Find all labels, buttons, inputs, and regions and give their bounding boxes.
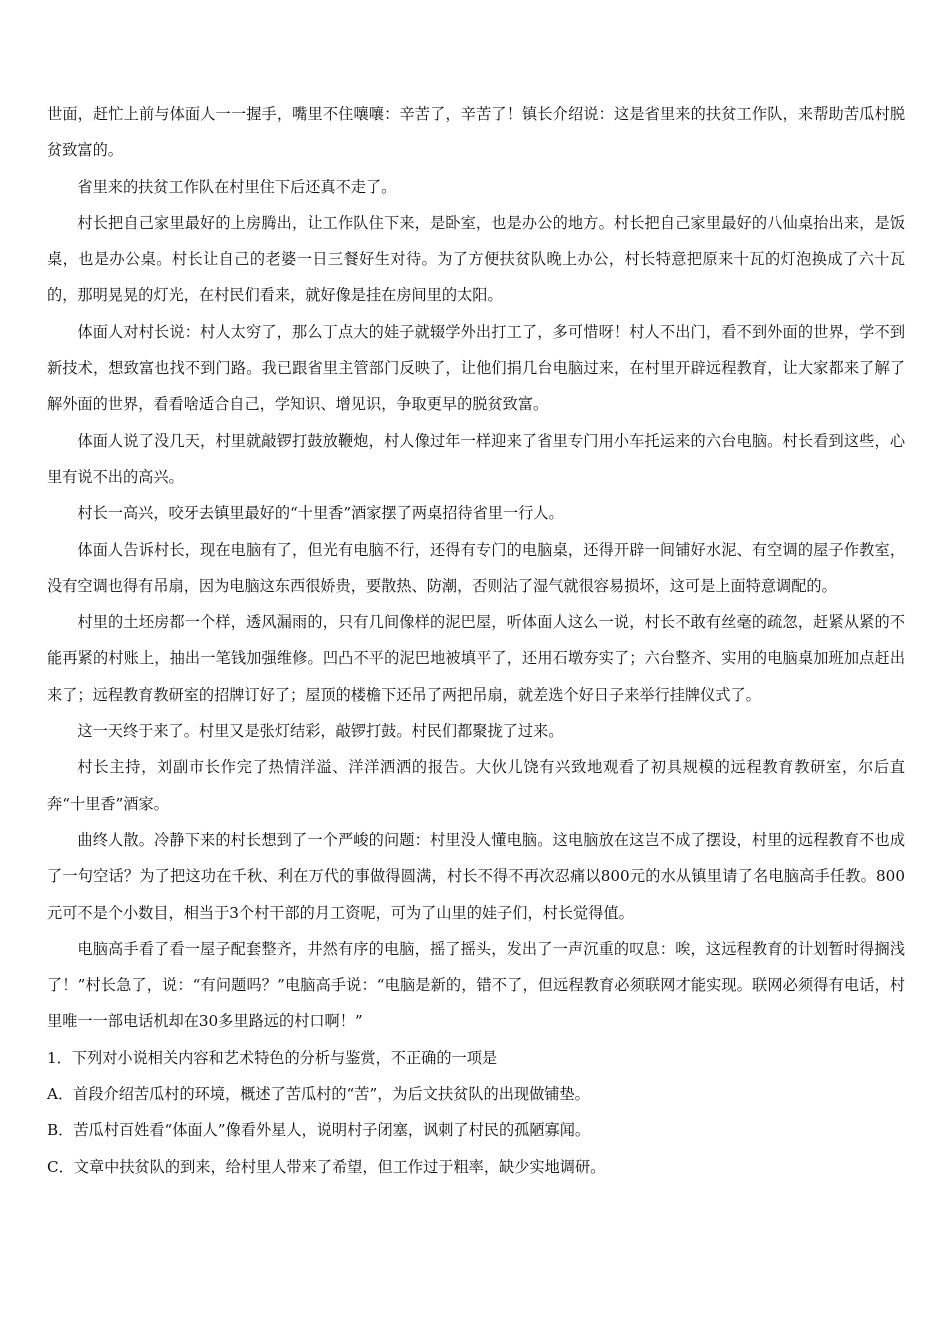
story-paragraph: 体面人对村长说：村人太穷了，那么丁点大的娃子就辍学外出打工了，多可惜呀！村人不出门，看不到外面的世界，学不到新技术，想致富也找不到门路。我已跟省里主管部门反映了，让他们捐几台电脑过来，在村里开辟远程教育，让大家都来了解了解外面的世界，看看啥适合自己，学知识、增见识，争取更早的脱贫致富。 (47, 322, 905, 414)
story-paragraph: 村长把自己家里最好的上房腾出，让工作队住下来，是卧室，也是办公的地方。村长把自己家里最好的八仙桌抬出来，是饭桌，也是办公桌。村长让自己的老婆一日三餐好生对待。为了方便扶贫队晚上办公，村长特意把原来十瓦的灯泡换成了六十瓦的，那明晃晃的灯光，在村民们看来，就好像是挂在房间里的太阳。 (47, 213, 905, 305)
question-option-b: B．苦瓜村百姓看“体面人”像看外星人，说明村子闭塞，讽刺了村民的孤陋寡闻。 (47, 1121, 591, 1140)
question-option-a: A．首段介绍苦瓜村的环境，概述了苦瓜村的“苦”，为后文扶贫队的出现做铺垫。 (47, 1085, 590, 1104)
story-paragraph: 曲终人散。冷静下来的村长想到了一个严峻的问题：村里没人懂电脑。这电脑放在这岂不成了摆设，村里的远程教育不也成了一句空话？为了把这功在千秋、利在万代的事做得圆满，村长不得不再次忍痛以800元的水从镇里请了名电脑高手任教。800元可不是个小数目，相当于3个村干部的月工资呢，可为了山里的娃子们，村长觉得值。 (47, 830, 905, 922)
story-paragraph: 体面人告诉村长，现在电脑有了，但光有电脑不行，还得有专门的电脑桌，还得开辟一间铺好水泥、有空调的屋子作教室，没有空调也得有吊扇，因为电脑这东西很娇贵，要散热、防潮，否则沾了湿气就很容易损坏，这可是上面特意调配的。 (47, 540, 905, 595)
story-paragraph: 电脑高手看了看一屋子配套整齐，井然有序的电脑，摇了摇头，发出了一声沉重的叹息：唉，这远程教育的计划暂时得搁浅了！”村长急了，说：“有问题吗？”电脑高手说：“电脑是新的，错不了，但远程教育必须联网才能实现。联网必须得有电话，村里唯一一部电话机却在30多里路远的村口啊！” (47, 939, 905, 1031)
story-paragraph: 省里来的扶贫工作队在村里住下后还真不走了。 (77, 177, 397, 196)
story-paragraph: 这一天终于来了。村里又是张灯结彩，敲锣打鼓。村民们都聚拢了过来。 (77, 722, 564, 741)
story-paragraph: 体面人说了没几天，村里就敲锣打鼓放鞭炮，村人像过年一样迎来了省里专门用小车托运来的六台电脑。村长看到这些，心里有说不出的高兴。 (47, 431, 905, 486)
question-stem: 1．下列对小说相关内容和艺术特色的分析与鉴赏，不正确的一项是 (47, 1048, 498, 1067)
story-paragraph: 村长主持，刘副市长作完了热情洋溢、洋洋洒洒的报告。大伙儿饶有兴致地观看了初具规模的远程教育教研室，尔后直奔“十里香”酒家。 (47, 758, 905, 813)
story-paragraph: 世面，赶忙上前与体面人一一握手，嘴里不住嚷嚷：辛苦了，辛苦了！镇长介绍说：这是省里来的扶贫工作队，来帮助苦瓜村脱贫致富的。 (47, 105, 905, 160)
story-paragraph: 村长一高兴，咬牙去镇里最好的“十里香”酒家摆了两桌招待省里一行人。 (77, 504, 564, 523)
story-paragraph: 村里的土坯房都一个样，透风漏雨的，只有几间像样的泥巴屋，听体面人这么一说，村长不敢有丝毫的疏忽，赶紧从紧的不能再紧的村账上，抽出一笔钱加强维修。凹凸不平的泥巴地被填平了，还用石墩夯实了；六台整齐、实用的电脑桌加班加点赶出来了；远程教育教研室的招牌订好了；屋顶的楼檐下还吊了两把吊扇，就差选个好日子来举行挂牌仪式了。 (47, 613, 905, 704)
question-option-c: C．文章中扶贫队的到来，给村里人带来了希望，但工作过于粗率，缺少实地调研。 (47, 1157, 606, 1176)
document-page (47, 96, 905, 1185)
